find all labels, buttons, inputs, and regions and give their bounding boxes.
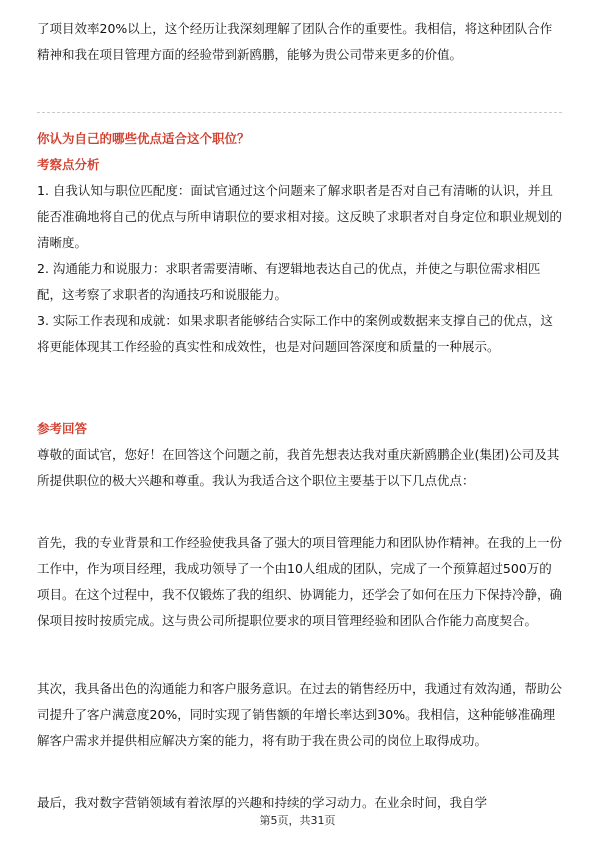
intro-paragraph: 了项目效率20%以上，这个经历让我深刻理解了团队合作的重要性。我相信，将这种团队合作精神和我在项目管理方面的经验带到新鸥鹏，能够为贵公司带来更多的价值。: [37, 21, 553, 62]
reference-heading: 参考回答: [37, 421, 88, 436]
analysis-point-3: 3. 实际工作表现和成就：如果求职者能够结合实际工作中的案例或数据来支撑自己的优点，这将更能体现其工作经验的真实性和成效性，也是对问题回答深度和质量的一种展示。: [37, 313, 553, 354]
analysis-point-1: 1. 自我认知与职位匹配度：面试官通过这个问题来了解求职者是否对自己有清晰的认识，并且能否准确地将自己的优点与所申请职位的要求相对接。这反映了求职者对自身定位和职业规划的清晰度。: [37, 183, 563, 250]
question-divider: [37, 112, 562, 113]
reference-paragraph-3: 其次，我具备出色的沟通能力和客户服务意识。在过去的销售经历中，我通过有效沟通，帮助公司提升了客户满意度20%，同时实现了销售额的年增长率达到30%。我相信，这种能够准确理解客户需求并提供相应解决方案的能力，将有助于我在贵公司的岗位上取得成功。: [37, 681, 563, 748]
page-footer: 第5页，共31页: [259, 814, 336, 827]
analysis-point-2: 2. 沟通能力和说服力：求职者需要清晰、有逻辑地表达自己的优点，并使之与职位需求相匹配，这考察了求职者的沟通技巧和说服能力。: [37, 261, 541, 302]
analysis-heading: 考察点分析: [37, 157, 100, 172]
reference-paragraph-1: 尊敬的面试官，您好！在回答这个问题之前，我首先想表达我对重庆新鸥鹏企业(集团)公司及其所提供职位的极大兴趣和尊重。我认为我适合这个职位主要基于以下几点优点：: [37, 447, 560, 488]
question-heading: 你认为自己的哪些优点适合这个职位？: [37, 131, 250, 146]
reference-paragraph-4: 最后，我对数字营销领域有着浓厚的兴趣和持续的学习动力。在业余时间，我自学: [37, 795, 488, 810]
reference-paragraph-2: 首先，我的专业背景和工作经验使我具备了强大的项目管理能力和团队协作精神。在我的上一份工作中，作为项目经理，我成功领导了一个由10人组成的团队，完成了一个预算超过500万的项目。在这个过程中，我不仅锻炼了我的组织、协调能力，还学会了如何在压力下保持冷静，确保项目按时按质完成。这与贵公司所提职位要求的项目管理经验和团队合作能力高度契合。: [37, 535, 563, 628]
